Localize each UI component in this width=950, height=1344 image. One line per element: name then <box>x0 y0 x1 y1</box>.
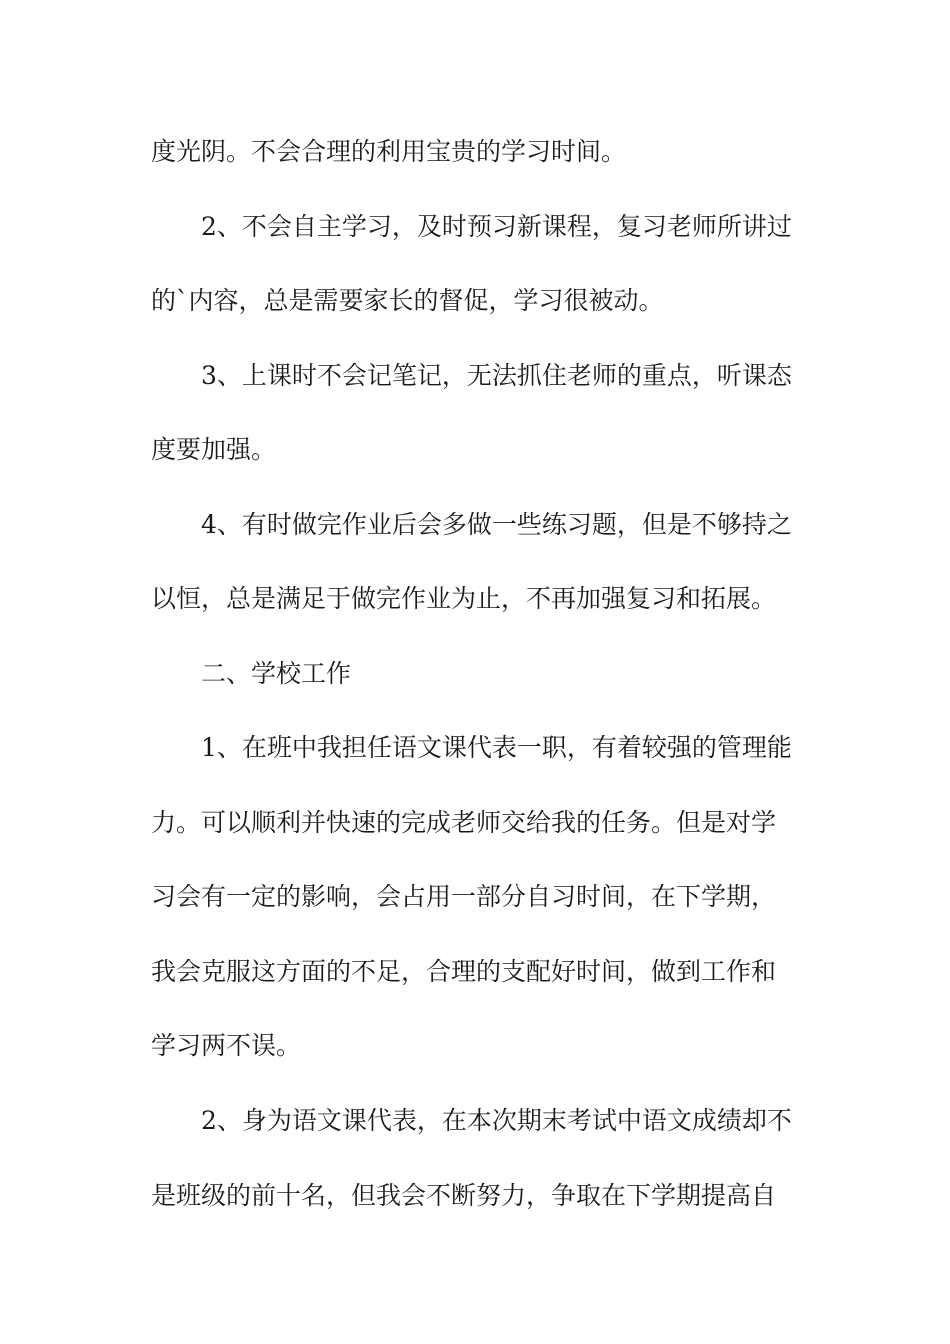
text-line: 学习两不误。 <box>151 1031 302 1060</box>
text-line: 我会克服这方面的不足，合理的支配好时间，做到工作和 <box>151 957 777 986</box>
text-line: 是班级的前十名，但我会不断努力，争取在下学期提高自 <box>151 1181 777 1210</box>
text-line: 的`内容，总是需要家长的督促，学习很被动。 <box>151 286 664 315</box>
text-line: 以恒，总是满足于做完作业为止，不再加强复习和拓展。 <box>151 584 777 613</box>
text-line: 度光阴。不会合理的利用宝贵的学习时间。 <box>151 137 627 166</box>
text-line: 习会有一定的影响，会占用一部分自习时间，在下学期， <box>151 882 777 911</box>
list-item-text: 1、在班中我担任语文课代表一职，有着较强的管理能 <box>201 733 792 762</box>
text-line: 力。可以顺利并快速的完成老师交给我的任务。但是对学 <box>151 808 777 837</box>
text-line: 度要加强。 <box>151 435 277 464</box>
list-item-text: 4、有时做完作业后会多做一些练习题，但是不够持之 <box>201 510 792 539</box>
section-heading: 二、学校工作 <box>201 659 352 688</box>
list-item-text: 2、不会自主学习，及时预习新课程，复习老师所讲过 <box>201 212 792 241</box>
list-item-text: 2、身为语文课代表，在本次期末考试中语文成绩却不 <box>201 1106 792 1135</box>
list-item-text: 3、上课时不会记笔记，无法抓住老师的重点，听课态 <box>201 361 792 390</box>
